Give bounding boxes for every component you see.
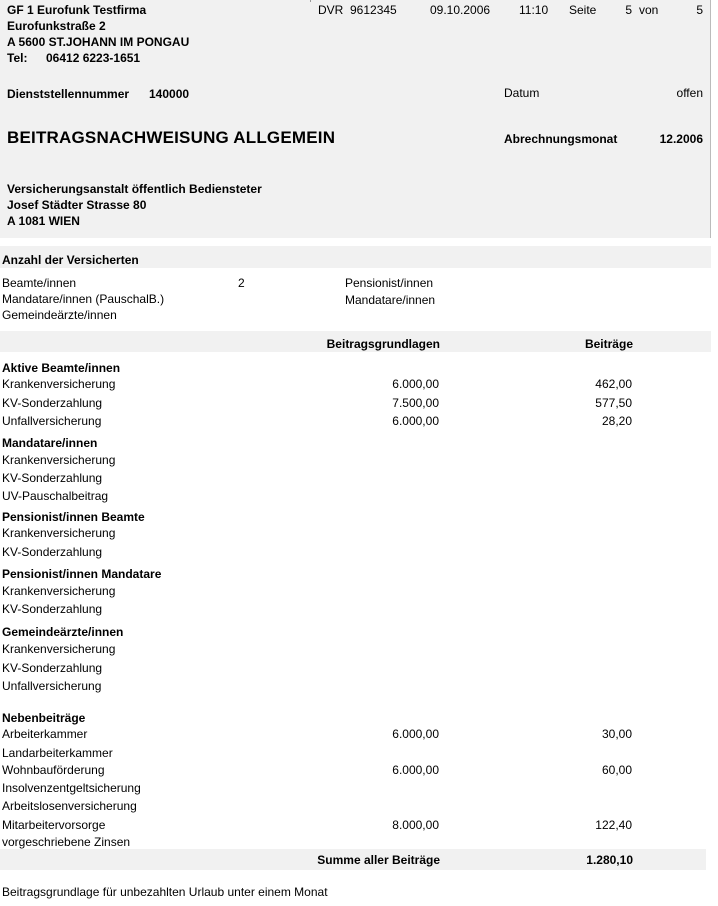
period-label: Abrechnungsmonat [504,132,618,146]
company-street: Eurofunkstraße 2 [7,19,106,33]
column-header-contrib: Beiträge [584,337,633,351]
office-number: 140000 [149,87,190,101]
insurer-name: Versicherungsanstalt öffentlich Bediensteter [7,182,262,196]
row-label: Krankenversicherung [2,526,116,540]
page-of-label: von [639,3,659,17]
dvr-number: 9612345 [350,3,397,17]
header-divider [310,0,311,2]
company-tel: 06412 6223-1651 [46,51,141,65]
row-contrib: 30,00 [601,727,632,741]
total-label: Summe aller Beiträge [317,853,440,867]
section-title: Nebenbeiträge [2,711,86,725]
company-tel-label: Tel: [7,51,28,65]
row-label: Krankenversicherung [2,642,116,656]
row-base: 7.500,00 [392,396,439,410]
row-label: KV-Sonderzahlung [2,471,103,485]
footer-note: Beitragsgrundlage für unbezahlten Urlaub unter einem Monat [2,885,328,899]
insured-heading: Anzahl der Versicherten [2,253,139,267]
row-base: 6.000,00 [392,377,439,391]
insurer-city: A 1081 WIEN [7,214,80,228]
row-label: Landarbeiterkammer [2,746,113,760]
row-contrib: 60,00 [601,763,632,777]
row-label: Krankenversicherung [2,453,116,467]
row-base: 6.000,00 [392,727,439,741]
row-label: UV-Pauschalbeitrag [2,489,109,503]
section-title: Pensionist/innen Beamte [2,510,145,524]
page-label: Seite [569,3,597,17]
header-right-border [710,0,711,238]
row-base: 6.000,00 [392,414,439,428]
row-label: KV-Sonderzahlung [2,602,103,616]
insured-left-label: Beamte/innen [2,276,77,290]
section-title: Gemeindeärzte/innen [2,625,124,639]
insured-left-count: 2 [238,276,245,290]
insurer-street: Josef Städter Strasse 80 [7,198,147,212]
page-total: 5 [696,3,703,17]
row-label: vorgeschriebene Zinsen [2,835,131,849]
period-value: 12.2006 [659,132,703,146]
row-label: Krankenversicherung [2,377,116,391]
row-base: 6.000,00 [392,763,439,777]
row-label: KV-Sonderzahlung [2,661,103,675]
datum-value: offen [676,86,703,100]
insured-left-label: Mandatare/innen (PauschalB.) [2,292,165,306]
company-name: GF 1 Eurofunk Testfirma [7,3,147,17]
row-label: Mitarbeitervorsorge [2,818,106,832]
row-label: Unfallversicherung [2,679,102,693]
insured-right-label: Pensionist/innen [345,276,434,290]
office-label: Dienststellennummer [7,87,130,101]
insured-right-label: Mandatare/innen [345,293,436,307]
datum-label: Datum [504,86,540,100]
row-contrib: 462,00 [595,377,632,391]
row-label: KV-Sonderzahlung [2,545,103,559]
row-label: Wohnbauförderung [2,763,105,777]
row-label: Arbeiterkammer [2,727,88,741]
print-time: 11:10 [519,3,549,17]
row-label: KV-Sonderzahlung [2,396,103,410]
company-city: A 5600 ST.JOHANN IM PONGAU [7,35,190,49]
row-label: Arbeitslosenversicherung [2,799,137,813]
section-title: Mandatare/innen [2,436,98,450]
page-number: 5 [625,3,632,17]
total-value: 1.280,10 [586,853,633,867]
dvr-label: DVR [318,3,344,17]
section-title: Pensionist/innen Mandatare [2,567,162,581]
row-label: Insolvenzentgeltsicherung [2,781,141,795]
print-date: 09.10.2006 [430,3,491,17]
row-label: Unfallversicherung [2,414,102,428]
row-label: Krankenversicherung [2,584,116,598]
row-base: 8.000,00 [392,818,439,832]
row-contrib: 28,20 [601,414,632,428]
page-title: BEITRAGSNACHWEISUNG ALLGEMEIN [7,128,336,147]
column-header-base: Beitragsgrundlagen [326,337,440,351]
row-contrib: 577,50 [595,396,632,410]
section-title: Aktive Beamte/innen [2,361,121,375]
row-contrib: 122,40 [595,818,632,832]
insured-left-label: Gemeindeärzte/innen [2,308,117,322]
